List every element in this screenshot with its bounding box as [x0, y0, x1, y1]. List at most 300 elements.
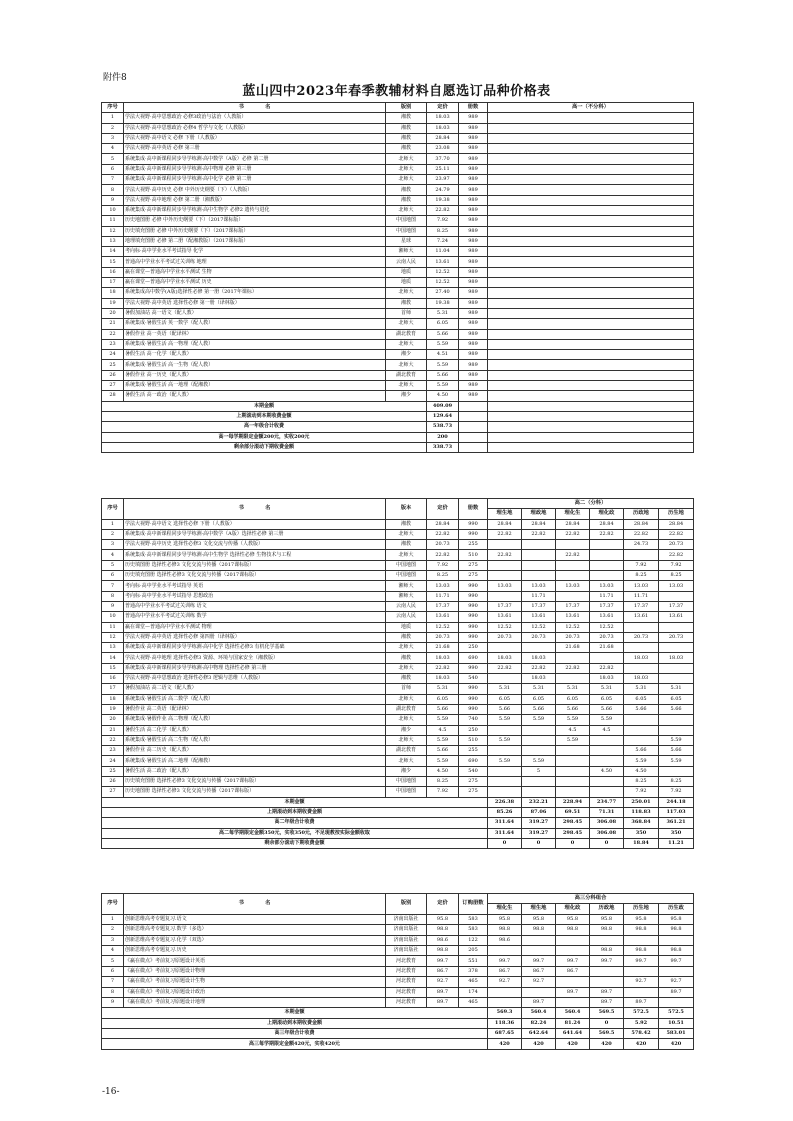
subject-price: [556, 777, 590, 787]
price: 6.05: [427, 319, 459, 329]
subject-price: 13.03: [522, 581, 556, 591]
price: 8.25: [427, 226, 459, 236]
subject-price: [522, 643, 556, 653]
price: 5.59: [427, 360, 459, 370]
subject-price: 6.05: [659, 694, 694, 704]
row-no: 15: [102, 257, 124, 267]
total-value: 250.01: [624, 797, 659, 807]
publisher: 北师大: [386, 529, 427, 539]
total-value: 0: [488, 838, 522, 848]
total-value: 0: [556, 838, 590, 848]
row-no: 11: [102, 216, 124, 226]
total-label: 上期滚动到本期收费金额: [102, 411, 427, 421]
row-no: 6: [102, 966, 124, 976]
empty-cell: [459, 422, 488, 432]
publisher: 云南人民: [386, 257, 427, 267]
table-row: [102, 622, 694, 632]
subject-price: 92.7: [488, 977, 522, 987]
total-label: 高三年级合计收费: [102, 1029, 488, 1039]
subject-price: 20.73: [659, 540, 694, 550]
count: 989: [459, 308, 488, 318]
total-value: 420: [590, 1039, 624, 1049]
table-row: [102, 216, 694, 226]
subject-header: 理生地: [488, 509, 522, 519]
total-row: [102, 818, 694, 828]
subject-price: 5.31: [522, 684, 556, 694]
subject-price: 4.5: [590, 725, 624, 735]
subject-price: 99.7: [522, 956, 556, 966]
grade3-header-no: 序号: [102, 894, 124, 915]
price: 20.73: [427, 632, 459, 642]
count: 990: [459, 684, 488, 694]
row-no: 15: [102, 663, 124, 673]
price: 22.82: [427, 529, 459, 539]
subject-price: 18.03: [624, 653, 659, 663]
row-no: 26: [102, 370, 124, 380]
subject-price: 18.03: [522, 653, 556, 663]
price: 11.04: [427, 247, 459, 257]
row-no: 23: [102, 339, 124, 349]
subject-price: [590, 966, 624, 976]
count: 540: [459, 674, 488, 684]
subject-price: [488, 945, 522, 955]
subject-price: [556, 756, 590, 766]
table-row: [102, 560, 694, 570]
table-row: [102, 329, 694, 339]
subject-price: [522, 945, 556, 955]
subject-price: 92.7: [659, 977, 694, 987]
publisher: 北师大: [386, 381, 427, 391]
publisher: 首师: [386, 684, 427, 694]
subject-price: 22.82: [522, 663, 556, 673]
empty-cell: [488, 370, 694, 380]
price: 86.7: [427, 966, 459, 976]
subject-price: 95.8: [659, 914, 694, 924]
row-no: 4: [102, 144, 124, 154]
total-value: 538.73: [427, 422, 459, 432]
count: 989: [459, 381, 488, 391]
price: 12.52: [427, 267, 459, 277]
book-title: 历史地图册 必修 中外历史纲要（下）（2017课标版）: [124, 216, 386, 226]
row-no: 5: [102, 560, 124, 570]
subject-price: [624, 622, 659, 632]
subject-price: [590, 560, 624, 570]
book-title: 普通高中学业水平考试过关训练 地理: [124, 257, 386, 267]
subject-price: 28.84: [556, 519, 590, 529]
subject-price: 20.73: [624, 632, 659, 642]
total-value: 18.84: [624, 838, 659, 848]
table-row: [102, 674, 694, 684]
table-row: [102, 144, 694, 154]
total-value: 560.4: [522, 1008, 556, 1018]
grade2-header-count: 册数: [459, 499, 488, 520]
count: 250: [459, 643, 488, 653]
total-value: 118.36: [488, 1018, 522, 1028]
subject-price: [659, 997, 694, 1007]
total-value: 319.27: [522, 828, 556, 838]
empty-cell: [488, 216, 694, 226]
subject-price: [488, 674, 522, 684]
count: 989: [459, 113, 488, 123]
empty-cell: [488, 133, 694, 143]
total-row: [102, 432, 694, 442]
subject-price: 99.7: [556, 956, 590, 966]
publisher: 湘少: [386, 350, 427, 360]
publisher: 地质: [386, 622, 427, 632]
subject-price: [590, 540, 624, 550]
total-row: [102, 838, 694, 848]
price: 5.66: [427, 329, 459, 339]
count: 690: [459, 756, 488, 766]
row-no: 10: [102, 612, 124, 622]
subject-price: 5.66: [522, 704, 556, 714]
subject-price: [522, 571, 556, 581]
subject-price: [488, 560, 522, 570]
price: 13.61: [427, 612, 459, 622]
table-row: [102, 350, 694, 360]
row-no: 24: [102, 756, 124, 766]
total-value: 569.5: [590, 1008, 624, 1018]
grade2-header-no: 序号: [102, 499, 124, 520]
subject-price: [556, 540, 590, 550]
total-row: [102, 411, 694, 421]
count: 122: [459, 935, 488, 945]
empty-cell: [488, 360, 694, 370]
subject-price: 5.59: [488, 715, 522, 725]
publisher: 北师大: [386, 360, 427, 370]
total-value: 319.27: [522, 818, 556, 828]
total-label: 本期金额: [102, 1008, 488, 1018]
row-no: 22: [102, 329, 124, 339]
row-no: 8: [102, 987, 124, 997]
subject-price: 5.59: [659, 756, 694, 766]
empty-cell: [488, 175, 694, 185]
subject-price: 5.59: [556, 715, 590, 725]
subject-price: [522, 746, 556, 756]
price: 18.03: [427, 123, 459, 133]
subject-price: 5.66: [488, 704, 522, 714]
subject-header: 理生地: [522, 904, 556, 914]
price: 28.84: [427, 133, 459, 143]
row-no: 2: [102, 529, 124, 539]
subject-price: 98.8: [659, 945, 694, 955]
table-row: [102, 694, 694, 704]
subject-price: 22.82: [522, 529, 556, 539]
subject-price: [590, 571, 624, 581]
table-row: [102, 154, 694, 164]
total-label: 高一每学期限定金额200元，实收200元: [102, 432, 427, 442]
subject-price: 22.82: [488, 529, 522, 539]
empty-cell: [488, 257, 694, 267]
grade2-header-group: 高二（分科）: [488, 499, 694, 509]
subject-price: 17.37: [659, 601, 694, 611]
subject-price: 7.92: [659, 560, 694, 570]
book-title: 暑假加油站 高二语文（配人教）: [124, 684, 386, 694]
row-no: 5: [102, 154, 124, 164]
publisher: 河北教育: [386, 977, 427, 987]
row-no: 21: [102, 319, 124, 329]
subject-price: 13.03: [556, 581, 590, 591]
book-title: 《赢在微点》考前复习原题设计政治: [124, 987, 386, 997]
book-title: 暑假作业 高一历史（配人教）: [124, 370, 386, 380]
price: 11.71: [427, 591, 459, 601]
subject-header: 理化生: [488, 904, 522, 914]
subject-price: 92.7: [522, 977, 556, 987]
row-no: 20: [102, 715, 124, 725]
price: 5.59: [427, 381, 459, 391]
subject-price: 98.8: [624, 945, 659, 955]
subject-price: [522, 540, 556, 550]
subject-price: 5.31: [590, 684, 624, 694]
subject-price: 5.66: [659, 746, 694, 756]
price: 4.51: [427, 350, 459, 360]
empty-cell: [488, 432, 694, 442]
book-title: 系统集成·暑假生活 高一生物（配人教）: [124, 360, 386, 370]
subject-price: 98.8: [624, 925, 659, 935]
publisher: 地质: [386, 267, 427, 277]
book-title: 历史填充图册 选择性必修3 文化交流与传播（2017课标版）: [124, 571, 386, 581]
subject-price: 17.37: [522, 601, 556, 611]
subject-price: 86.7: [556, 966, 590, 976]
price: 5.59: [427, 735, 459, 745]
total-value: 298.45: [556, 828, 590, 838]
subject-price: [590, 787, 624, 797]
empty-cell: [488, 123, 694, 133]
subject-price: 98.8: [556, 925, 590, 935]
row-no: 23: [102, 746, 124, 756]
table-row: [102, 308, 694, 318]
count: 990: [459, 601, 488, 611]
count: 989: [459, 185, 488, 195]
subject-price: [556, 945, 590, 955]
book-title: 系统集成·高中新课程同步导学练测·高中物理 选择性必修 第三册: [124, 663, 386, 673]
publisher: 北师大: [386, 319, 427, 329]
total-value: 306.08: [590, 828, 624, 838]
count: 510: [459, 735, 488, 745]
count: 540: [459, 766, 488, 776]
subject-price: 28.84: [659, 519, 694, 529]
subject-price: 89.7: [590, 997, 624, 1007]
subject-price: 99.7: [590, 956, 624, 966]
subject-price: 5.66: [556, 704, 590, 714]
empty-cell: [488, 329, 694, 339]
subject-price: 89.7: [590, 987, 624, 997]
count: 989: [459, 205, 488, 215]
publisher: 中国地图: [386, 216, 427, 226]
empty-cell: [459, 401, 488, 411]
subject-price: [556, 766, 590, 776]
count: 990: [459, 612, 488, 622]
book-title: 暑假生活 高二化学（配人教）: [124, 725, 386, 735]
count: 510: [459, 550, 488, 560]
empty-cell: [488, 350, 694, 360]
row-no: 11: [102, 622, 124, 632]
price: 89.7: [427, 987, 459, 997]
total-value: 82.24: [522, 1018, 556, 1028]
table-row: [102, 653, 694, 663]
publisher: 中国地图: [386, 777, 427, 787]
table-row: [102, 643, 694, 653]
grade3-header-row: [102, 894, 694, 904]
subject-price: [488, 540, 522, 550]
count: 583: [459, 914, 488, 924]
subject-price: 11.71: [590, 591, 624, 601]
total-value: 368.84: [624, 818, 659, 828]
table-row: [102, 571, 694, 581]
book-title: 创新思维高考专题复习.数学（多选）: [124, 925, 386, 935]
row-no: 27: [102, 381, 124, 391]
attachment-label: 附件8: [103, 73, 127, 83]
page-number: -16-: [102, 1087, 120, 1097]
subject-price: 22.82: [488, 550, 522, 560]
total-value: 117.03: [659, 807, 694, 817]
price: 18.03: [427, 113, 459, 123]
count: 990: [459, 519, 488, 529]
subject-header: 理化政: [590, 509, 624, 519]
empty-cell: [488, 185, 694, 195]
price: 89.7: [427, 997, 459, 1007]
table-row: [102, 370, 694, 380]
row-no: 10: [102, 205, 124, 215]
total-value: 71.31: [590, 807, 624, 817]
book-title: 创新思维高考专题复习.化学（双选）: [124, 935, 386, 945]
count: 378: [459, 966, 488, 976]
count: 990: [459, 663, 488, 673]
total-value: 244.18: [659, 797, 694, 807]
price: 19.38: [427, 195, 459, 205]
subject-price: [590, 550, 624, 560]
empty-cell: [488, 288, 694, 298]
book-title: 系统集成·暑假生活 高一地理（配湘教）: [124, 381, 386, 391]
subject-price: [556, 560, 590, 570]
empty-cell: [488, 381, 694, 391]
total-value: 641.64: [556, 1029, 590, 1039]
subject-price: 13.61: [624, 612, 659, 622]
count: 989: [459, 216, 488, 226]
count: 989: [459, 257, 488, 267]
count: 990: [459, 581, 488, 591]
subject-price: 20.73: [522, 632, 556, 642]
table-row: [102, 247, 694, 257]
total-value: 338.73: [427, 442, 459, 452]
book-title: 考向标·高中学业水平考试指导 英语: [124, 581, 386, 591]
publisher: 河北教育: [386, 987, 427, 997]
empty-cell: [488, 411, 694, 421]
subject-price: 95.8: [522, 914, 556, 924]
price: 25.11: [427, 164, 459, 174]
total-value: 0: [590, 1018, 624, 1028]
total-value: 578.42: [624, 1029, 659, 1039]
grade2-header-row: [102, 499, 694, 509]
row-no: 7: [102, 581, 124, 591]
total-value: 311.64: [488, 818, 522, 828]
row-no: 4: [102, 945, 124, 955]
row-no: 6: [102, 164, 124, 174]
table-row: [102, 591, 694, 601]
subject-price: 6.05: [556, 694, 590, 704]
price: 13.61: [427, 257, 459, 267]
book-title: 学法大视野·高中历史 选择性必修3 文化交流与传播（人教版）: [124, 540, 386, 550]
subject-price: [488, 591, 522, 601]
count: 989: [459, 350, 488, 360]
subject-price: [624, 966, 659, 976]
subject-price: [556, 653, 590, 663]
subject-price: 4.50: [624, 766, 659, 776]
table-row: [102, 704, 694, 714]
book-title: 历史填充图册 必修 中外历史纲要（下）（2017课标版）: [124, 226, 386, 236]
count: 989: [459, 144, 488, 154]
book-title: 系统集成·高中新课程同步导学练测·高中生物学 必修2 遗传与进化: [124, 205, 386, 215]
subject-price: 12.52: [488, 622, 522, 632]
count: 989: [459, 370, 488, 380]
row-no: 22: [102, 735, 124, 745]
publisher: 湖北教育: [386, 329, 427, 339]
subject-price: 18.03: [659, 653, 694, 663]
count: 989: [459, 123, 488, 133]
subject-price: 95.8: [488, 914, 522, 924]
price: 13.03: [427, 581, 459, 591]
subject-price: 20.73: [590, 632, 624, 642]
subject-price: [659, 966, 694, 976]
book-title: 学法大视野·高中英语 必修 第三册: [124, 144, 386, 154]
total-value: 642.64: [522, 1029, 556, 1039]
table-row: [102, 925, 694, 935]
subject-price: 20.73: [659, 632, 694, 642]
subject-price: 95.8: [590, 914, 624, 924]
table-row: [102, 339, 694, 349]
table-row: [102, 133, 694, 143]
table-row: [102, 914, 694, 924]
grade1-header-book: 书 名: [124, 103, 386, 113]
subject-price: 5: [522, 766, 556, 776]
subject-price: [590, 777, 624, 787]
row-no: 7: [102, 977, 124, 987]
count: 255: [459, 540, 488, 550]
publisher: 湘师大: [386, 581, 427, 591]
subject-price: 28.84: [488, 519, 522, 529]
price: 8.25: [427, 571, 459, 581]
publisher: 湘教: [386, 133, 427, 143]
total-value: 361.21: [659, 818, 694, 828]
price: 17.37: [427, 601, 459, 611]
count: 583: [459, 925, 488, 935]
table-row: [102, 113, 694, 123]
total-label: 本期金额: [102, 401, 427, 411]
publisher: 湖北教育: [386, 704, 427, 714]
publisher: 北师大: [386, 339, 427, 349]
table-row: [102, 267, 694, 277]
publisher: 湘教: [386, 113, 427, 123]
row-no: 6: [102, 571, 124, 581]
empty-cell: [488, 205, 694, 215]
price: 12.52: [427, 622, 459, 632]
book-title: 系统集成·暑假生活 英一数学（配人教）: [124, 319, 386, 329]
price: 5.31: [427, 684, 459, 694]
book-title: 考向标·高中学业水平考试指导 思想政治: [124, 591, 386, 601]
publisher: 中国地图: [386, 787, 427, 797]
price: 8.25: [427, 777, 459, 787]
total-value: 572.5: [659, 1008, 694, 1018]
subject-price: 6.05: [522, 694, 556, 704]
empty-cell: [488, 236, 694, 246]
price: 98.8: [427, 945, 459, 955]
price: 4.50: [427, 391, 459, 401]
publisher: 首师: [386, 308, 427, 318]
subject-price: [659, 643, 694, 653]
subject-price: [659, 715, 694, 725]
empty-cell: [488, 339, 694, 349]
subject-header: 历政地: [590, 904, 624, 914]
